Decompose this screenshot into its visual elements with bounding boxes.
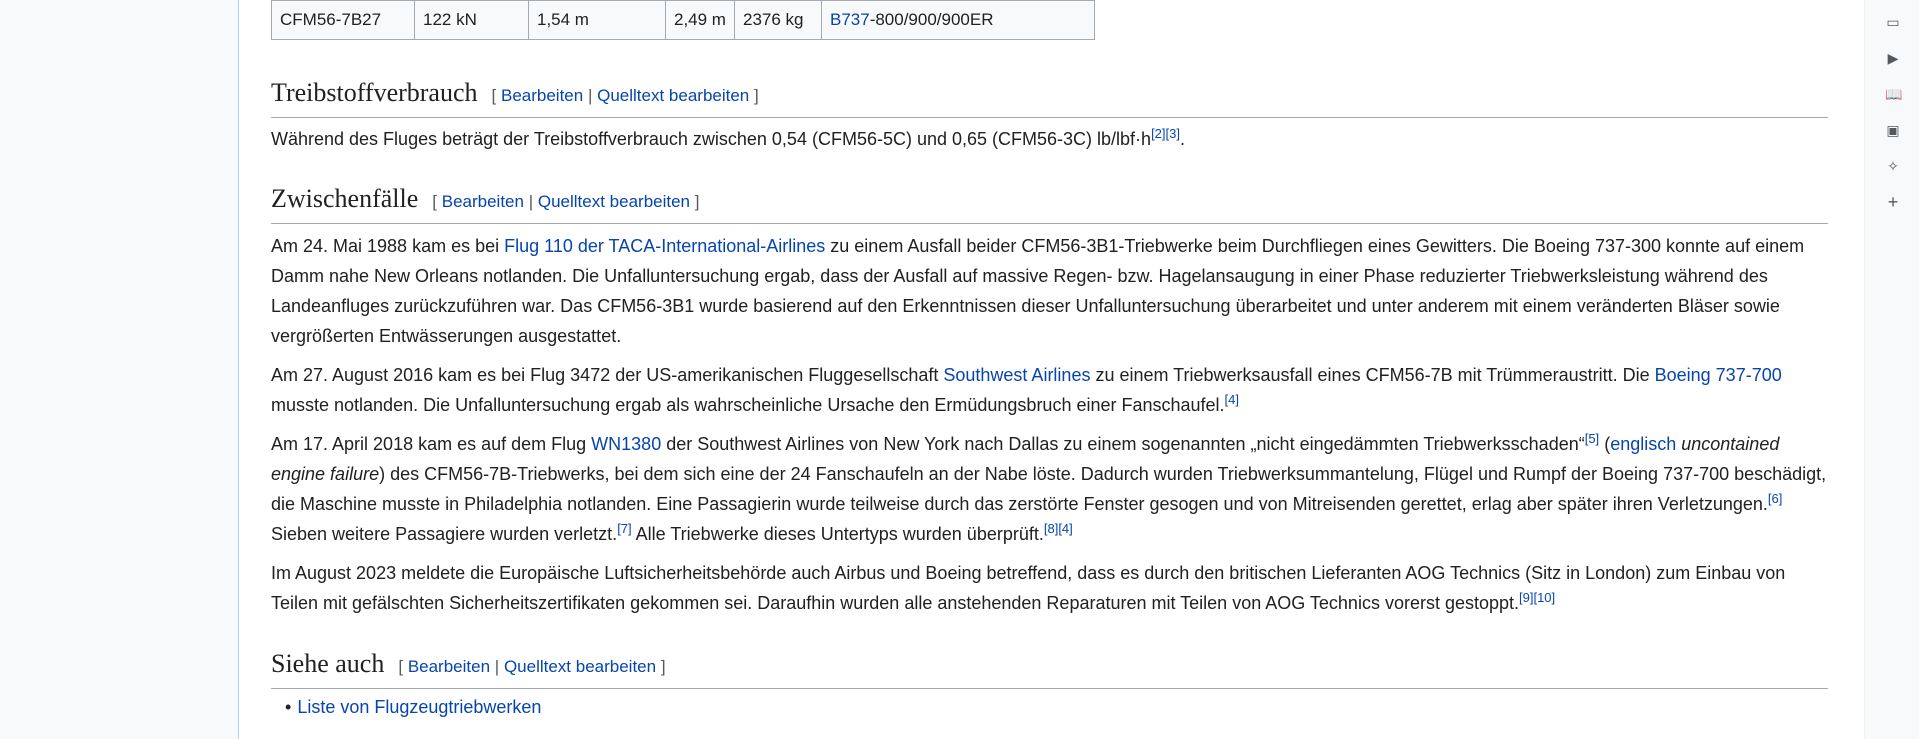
taca-flight-link[interactable]: Flug 110 der TACA-International-Airlines	[504, 236, 826, 256]
bracket: ]	[660, 657, 666, 676]
edit-link[interactable]: Bearbeiten	[500, 86, 584, 105]
edit-source-link[interactable]: Quelltext bearbeiten	[537, 192, 691, 211]
text: zu einem Triebwerksausfall eines CFM56-7B mit Trümmeraustritt. Die	[1090, 365, 1655, 385]
reference-link[interactable]: [2][3]	[1151, 126, 1180, 141]
section-heading-see-also	[271, 647, 1828, 689]
edit-links	[432, 192, 699, 211]
section-title: Siehe auch	[271, 649, 385, 678]
reference-link[interactable]: [9][10]	[1519, 590, 1556, 605]
article-content	[238, 0, 1866, 739]
bracket: ]	[754, 86, 759, 105]
table-cell: 122 kN	[415, 1, 529, 40]
text: Alle Triebwerke dieses Untertyps wurden überprüft.	[631, 524, 1044, 544]
southwest-link[interactable]: Southwest Airlines	[943, 365, 1091, 385]
incident-paragraph-1	[271, 231, 1831, 351]
edit-link[interactable]: Bearbeiten	[407, 657, 491, 676]
video-icon[interactable]: ▶	[1887, 50, 1899, 66]
bracket: [	[398, 657, 404, 676]
edit-source-link[interactable]: Quelltext bearbeiten	[597, 86, 750, 105]
text: Am 17. April 2018 kam es auf dem Flug	[271, 434, 592, 454]
text: .	[1179, 129, 1185, 149]
table-row	[272, 1, 1095, 40]
reference-link[interactable]: [6]	[1767, 491, 1783, 506]
table-cell: 1,54 m	[529, 1, 666, 40]
section-title: Zwischenfälle	[271, 184, 419, 213]
sparkle-icon[interactable]: ✧	[1887, 158, 1899, 174]
edit-links	[398, 657, 665, 676]
engine-list-link[interactable]: Liste von Flugzeugtriebwerken	[297, 697, 542, 717]
text: musste notlanden. Die Unfalluntersuchung ergab als wahrscheinliche Ursache den Ermüdungsbruch einer Fanschaufel.	[271, 395, 1225, 415]
plus-icon[interactable]: +	[1887, 192, 1899, 212]
incident-paragraph-2	[271, 360, 1831, 420]
wn1380-link[interactable]: WN1380	[591, 434, 662, 454]
separator: |	[494, 657, 500, 676]
section-title: Treibstoffverbrauch	[271, 78, 478, 107]
save-icon[interactable]: ▣	[1886, 122, 1900, 138]
b737-link[interactable]: B737	[829, 10, 870, 29]
incident-paragraph-3	[271, 429, 1831, 549]
bracket: [	[432, 192, 437, 211]
italic-text: uncontained engine failure	[271, 434, 1780, 484]
section-heading-fuel	[271, 76, 1828, 118]
table-cell-text: -800/900/900ER	[869, 10, 994, 29]
reference-link[interactable]: [4]	[1224, 392, 1240, 407]
text: (	[1599, 434, 1611, 454]
edit-source-link[interactable]: Quelltext bearbeiten	[503, 657, 657, 676]
text: Im August 2023 meldete die Europäische Luftsicherheitsbehörde auch Airbus und Boeing betreffend, dass es durch den britischen Lieferanten AOG Technics (Sitz in London) zum Einbau von Teilen mit gefälschten Sicherheitszertifikaten gekommen sei. Daraufhin wurden alle anstehenden Reparaturen mit Teilen von AOG Technics vorerst gestoppt.	[271, 563, 1786, 613]
bracket: ]	[694, 192, 700, 211]
incident-paragraph-4	[271, 558, 1831, 618]
fuel-paragraph	[271, 124, 1831, 154]
engine-table	[271, 0, 1095, 40]
boeing-737-700-link[interactable]: Boeing 737-700	[1654, 365, 1782, 385]
text: Am 24. Mai 1988 kam es bei	[271, 236, 505, 256]
table-cell: CFM56-7B27	[272, 1, 415, 40]
bracket: [	[491, 86, 497, 105]
see-also-list	[271, 692, 541, 722]
separator: |	[587, 86, 593, 105]
edit-links	[492, 86, 759, 105]
wallet-icon[interactable]: ▭	[1886, 14, 1900, 30]
edit-link[interactable]: Bearbeiten	[441, 192, 524, 211]
reference-link[interactable]: [5]	[1584, 431, 1600, 446]
table-cell: 2376 kg	[734, 1, 821, 40]
list-item	[271, 692, 541, 722]
section-heading-incidents	[271, 182, 1828, 224]
english-link[interactable]: englisch	[1610, 434, 1677, 454]
text: Während des Fluges beträgt der Treibstoffverbrauch zwischen 0,54 (CFM56-5C) und 0,65 (CFM56-3C) lb/lbf·h	[271, 129, 1152, 149]
book-icon[interactable]: 📖	[1885, 86, 1903, 102]
text: Sieben weitere Passagiere wurden verletzt.	[271, 524, 618, 544]
text: ) des CFM56-7B-Triebwerks, bei dem sich eine der 24 Fanschaufeln an der Nabe löste. Dadurch wurden Triebwerksummantelung, Flügel und Rumpf der Boeing 737-700 beschädigt, die Maschine musste in Philadelphia notlanden. Eine Passagierin wurde teilweise durch das zerstörte Fenster gesogen und von Mitreisenden gerettet, erlag aber später ihren Verletzungen.	[271, 464, 1827, 514]
separator: |	[528, 192, 534, 211]
table-cell	[821, 1, 1094, 40]
text: der Southwest Airlines von New York nach Dallas zu einem sogenannten „nicht eingedämmten Triebwerksschaden“	[661, 434, 1585, 454]
text: zu einem Ausfall beider CFM56-3B1-Triebwerke beim Durchfliegen eines Gewitters. Die Boeing 737-300 konnte auf einem Damm nahe New Orleans notlanden. Die Unfalluntersuchung ergab, dass der Ausfall auf massive Regen- bzw. Hagelansaugung in einer Phase reduzierter Triebwerksleistung während des Landeanfluges zurückzuführen war. Das CFM56-3B1 wurde basierend auf den Erkenntnissen dieser Unfalluntersuchung überarbeitet und unter anderem mit einem veränderten Bläser sowie vergrößerten Entwässerungen ausgestattet.	[271, 236, 1805, 346]
reference-link[interactable]: [8][4]	[1043, 521, 1073, 536]
browser-side-toolbar	[1865, 0, 1919, 739]
reference-link[interactable]: [7]	[617, 521, 632, 536]
text: Am 27. August 2016 kam es bei Flug 3472 der US-amerikanischen Fluggesellschaft	[271, 365, 944, 385]
table-cell: 2,49 m	[666, 1, 735, 40]
